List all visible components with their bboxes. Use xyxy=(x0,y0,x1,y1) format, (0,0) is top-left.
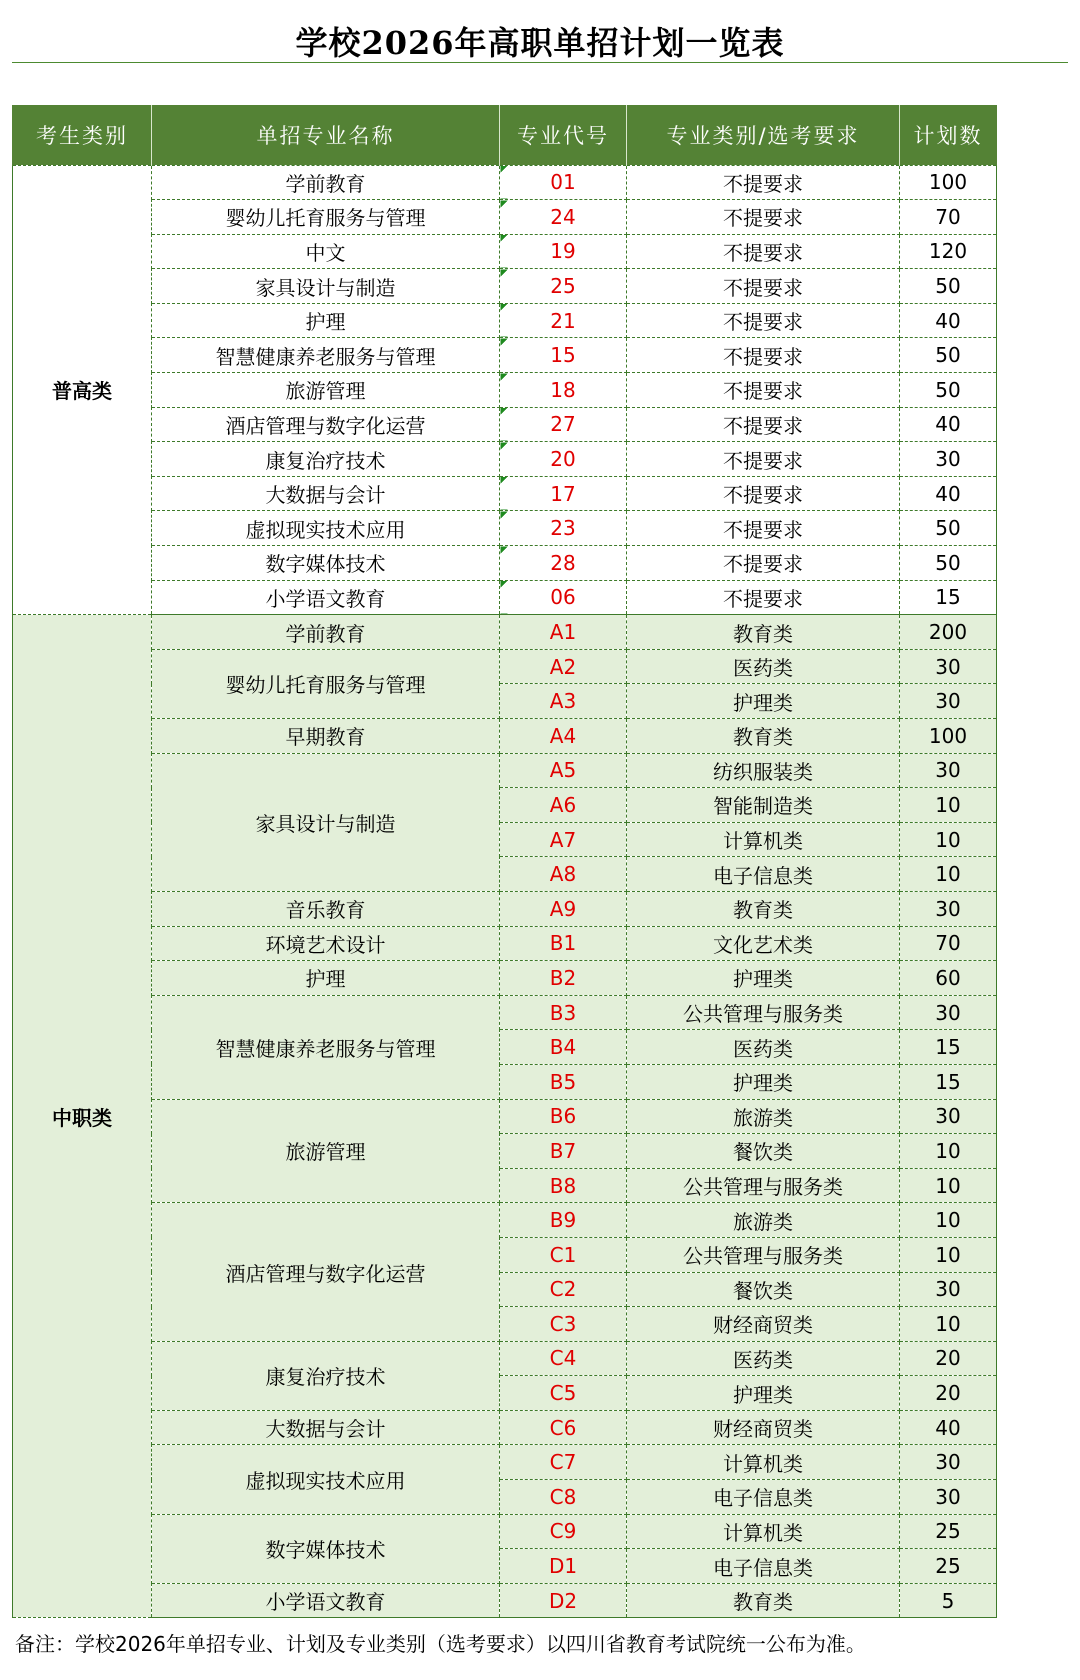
table-row xyxy=(13,165,997,200)
major-code-cell: B9 xyxy=(500,1203,627,1238)
header-plan-count: 计划数 xyxy=(900,105,997,165)
plan-count-cell: 30 xyxy=(900,649,997,684)
plan-count-cell: 10 xyxy=(900,1203,997,1238)
major-code-cell: B1 xyxy=(500,926,627,961)
table-row xyxy=(13,926,997,961)
plan-count-cell: 70 xyxy=(900,926,997,961)
major-code-cell: B7 xyxy=(500,1134,627,1169)
major-name-cell: 家具设计与制造 xyxy=(152,753,500,891)
table-header xyxy=(13,105,997,165)
major-code-cell: A2 xyxy=(500,649,627,684)
plan-count-cell: 5 xyxy=(900,1583,997,1618)
requirement-cell: 旅游类 xyxy=(627,1099,900,1134)
plan-count-cell: 20 xyxy=(900,1341,997,1376)
plan-count-cell: 40 xyxy=(900,1410,997,1445)
title-divider xyxy=(12,62,1068,63)
plan-count-cell: 100 xyxy=(900,719,997,754)
plan-count-cell: 40 xyxy=(900,303,997,338)
major-name-cell: 小学语文教育 xyxy=(152,1583,500,1618)
major-name-cell: 数字媒体技术 xyxy=(152,1514,500,1583)
major-code-cell: 06 xyxy=(500,580,627,615)
section-putong xyxy=(13,165,997,615)
major-code-cell: 15 xyxy=(500,338,627,373)
major-name-cell: 旅游管理 xyxy=(152,373,500,408)
requirement-cell: 计算机类 xyxy=(627,1445,900,1480)
plan-count-cell: 15 xyxy=(900,580,997,615)
major-name-cell: 旅游管理 xyxy=(152,1099,500,1203)
major-code-cell: A8 xyxy=(500,857,627,892)
major-code-cell: 28 xyxy=(500,546,627,581)
requirement-cell: 不提要求 xyxy=(627,269,900,304)
plan-count-cell: 25 xyxy=(900,1514,997,1549)
requirement-cell: 财经商贸类 xyxy=(627,1410,900,1445)
requirement-cell: 不提要求 xyxy=(627,546,900,581)
requirement-cell: 护理类 xyxy=(627,684,900,719)
table-row xyxy=(13,995,997,1030)
major-code-cell: C7 xyxy=(500,1445,627,1480)
major-code-cell: 27 xyxy=(500,407,627,442)
requirement-cell: 不提要求 xyxy=(627,165,900,200)
plan-count-cell: 30 xyxy=(900,1272,997,1307)
major-name-cell: 婴幼儿托育服务与管理 xyxy=(152,649,500,718)
table-row xyxy=(13,373,997,408)
table-row xyxy=(13,511,997,546)
table-row xyxy=(13,1341,997,1376)
footnote: 备注：学校2026年单招专业、计划及专业类别（选考要求）以四川省教育考试院统一公布为准。 xyxy=(15,1632,866,1656)
table-row xyxy=(13,200,997,235)
major-code-cell: C9 xyxy=(500,1514,627,1549)
major-code-cell: C2 xyxy=(500,1272,627,1307)
header-requirement: 专业类别/选考要求 xyxy=(627,105,900,165)
requirement-cell: 医药类 xyxy=(627,1030,900,1065)
major-name-cell: 大数据与会计 xyxy=(152,476,500,511)
major-name-cell: 婴幼儿托育服务与管理 xyxy=(152,200,500,235)
major-name-cell: 康复治疗技术 xyxy=(152,1341,500,1410)
requirement-cell: 电子信息类 xyxy=(627,1549,900,1584)
requirement-cell: 护理类 xyxy=(627,961,900,996)
plan-count-cell: 50 xyxy=(900,269,997,304)
major-name-cell: 中文 xyxy=(152,234,500,269)
table-row xyxy=(13,1410,997,1445)
major-code-cell: A1 xyxy=(500,615,627,650)
major-name-cell: 智慧健康养老服务与管理 xyxy=(152,995,500,1099)
requirement-cell: 不提要求 xyxy=(627,442,900,477)
plan-count-cell: 70 xyxy=(900,200,997,235)
section-zhongzhi xyxy=(13,615,997,1618)
plan-count-cell: 30 xyxy=(900,995,997,1030)
major-name-cell: 小学语文教育 xyxy=(152,580,500,615)
requirement-cell: 教育类 xyxy=(627,1583,900,1618)
major-code-cell: A6 xyxy=(500,788,627,823)
major-code-cell: C8 xyxy=(500,1480,627,1515)
major-code-cell: 19 xyxy=(500,234,627,269)
major-name-cell: 护理 xyxy=(152,961,500,996)
plan-count-cell: 30 xyxy=(900,1445,997,1480)
table-row xyxy=(13,442,997,477)
page-title: 学校2026年高职单招计划一览表 xyxy=(295,24,785,62)
requirement-cell: 公共管理与服务类 xyxy=(627,995,900,1030)
plan-table xyxy=(12,105,997,1618)
plan-count-cell: 30 xyxy=(900,1480,997,1515)
major-code-cell: B2 xyxy=(500,961,627,996)
major-code-cell: A9 xyxy=(500,891,627,926)
plan-count-cell: 30 xyxy=(900,753,997,788)
table-row xyxy=(13,338,997,373)
major-code-cell: B8 xyxy=(500,1168,627,1203)
table-row xyxy=(13,1583,997,1618)
major-name-cell: 学前教育 xyxy=(152,615,500,650)
major-code-cell: 01 xyxy=(500,165,627,200)
table-row xyxy=(13,961,997,996)
major-code-cell: 18 xyxy=(500,373,627,408)
requirement-cell: 计算机类 xyxy=(627,822,900,857)
major-code-cell: B4 xyxy=(500,1030,627,1065)
requirement-cell: 不提要求 xyxy=(627,407,900,442)
requirement-cell: 不提要求 xyxy=(627,373,900,408)
category-cell: 普高类 xyxy=(13,165,152,615)
major-name-cell: 学前教育 xyxy=(152,165,500,200)
major-code-cell: 24 xyxy=(500,200,627,235)
plan-count-cell: 40 xyxy=(900,407,997,442)
major-code-cell: 23 xyxy=(500,511,627,546)
requirement-cell: 文化艺术类 xyxy=(627,926,900,961)
table-row xyxy=(13,269,997,304)
header-major-name: 单招专业名称 xyxy=(152,105,500,165)
requirement-cell: 餐饮类 xyxy=(627,1272,900,1307)
table-row xyxy=(13,649,997,684)
major-name-cell: 家具设计与制造 xyxy=(152,269,500,304)
table-row xyxy=(13,1514,997,1549)
requirement-cell: 不提要求 xyxy=(627,580,900,615)
plan-count-cell: 10 xyxy=(900,1168,997,1203)
major-name-cell: 早期教育 xyxy=(152,719,500,754)
plan-count-cell: 10 xyxy=(900,788,997,823)
header-category: 考生类别 xyxy=(13,105,152,165)
requirement-cell: 智能制造类 xyxy=(627,788,900,823)
requirement-cell: 电子信息类 xyxy=(627,857,900,892)
plan-count-cell: 10 xyxy=(900,857,997,892)
plan-count-cell: 10 xyxy=(900,1237,997,1272)
major-code-cell: C6 xyxy=(500,1410,627,1445)
plan-count-cell: 40 xyxy=(900,476,997,511)
major-name-cell: 智慧健康养老服务与管理 xyxy=(152,338,500,373)
plan-count-cell: 50 xyxy=(900,546,997,581)
table-row xyxy=(13,1445,997,1480)
table-row xyxy=(13,546,997,581)
major-name-cell: 音乐教育 xyxy=(152,891,500,926)
major-code-cell: 17 xyxy=(500,476,627,511)
plan-count-cell: 30 xyxy=(900,891,997,926)
major-code-cell: C4 xyxy=(500,1341,627,1376)
major-name-cell: 数字媒体技术 xyxy=(152,546,500,581)
plan-count-cell: 50 xyxy=(900,511,997,546)
requirement-cell: 不提要求 xyxy=(627,476,900,511)
table-row xyxy=(13,1203,997,1238)
plan-count-cell: 15 xyxy=(900,1064,997,1099)
requirement-cell: 旅游类 xyxy=(627,1203,900,1238)
plan-count-cell: 30 xyxy=(900,1099,997,1134)
major-code-cell: D1 xyxy=(500,1549,627,1584)
major-name-cell: 康复治疗技术 xyxy=(152,442,500,477)
plan-count-cell: 15 xyxy=(900,1030,997,1065)
plan-count-cell: 30 xyxy=(900,442,997,477)
table-row xyxy=(13,1099,997,1134)
major-name-cell: 酒店管理与数字化运营 xyxy=(152,407,500,442)
table-row xyxy=(13,407,997,442)
major-code-cell: 20 xyxy=(500,442,627,477)
table-row xyxy=(13,234,997,269)
requirement-cell: 不提要求 xyxy=(627,338,900,373)
plan-count-cell: 10 xyxy=(900,1307,997,1342)
major-code-cell: C3 xyxy=(500,1307,627,1342)
plan-count-cell: 10 xyxy=(900,1134,997,1169)
table-row xyxy=(13,580,997,615)
major-code-cell: 21 xyxy=(500,303,627,338)
header-major-code: 专业代号 xyxy=(500,105,627,165)
requirement-cell: 电子信息类 xyxy=(627,1480,900,1515)
table-row xyxy=(13,476,997,511)
requirement-cell: 护理类 xyxy=(627,1376,900,1411)
table-row xyxy=(13,753,997,788)
major-code-cell: B3 xyxy=(500,995,627,1030)
major-code-cell: B6 xyxy=(500,1099,627,1134)
requirement-cell: 财经商贸类 xyxy=(627,1307,900,1342)
requirement-cell: 教育类 xyxy=(627,891,900,926)
major-code-cell: A5 xyxy=(500,753,627,788)
requirement-cell: 餐饮类 xyxy=(627,1134,900,1169)
plan-count-cell: 10 xyxy=(900,822,997,857)
major-code-cell: B5 xyxy=(500,1064,627,1099)
requirement-cell: 不提要求 xyxy=(627,234,900,269)
table-row xyxy=(13,891,997,926)
requirement-cell: 不提要求 xyxy=(627,200,900,235)
table-row xyxy=(13,303,997,338)
header-row xyxy=(13,105,997,165)
plan-count-cell: 120 xyxy=(900,234,997,269)
table-row xyxy=(13,719,997,754)
major-name-cell: 酒店管理与数字化运营 xyxy=(152,1203,500,1341)
major-name-cell: 环境艺术设计 xyxy=(152,926,500,961)
major-code-cell: 25 xyxy=(500,269,627,304)
category-cell: 中职类 xyxy=(13,615,152,1618)
requirement-cell: 计算机类 xyxy=(627,1514,900,1549)
plan-count-cell: 100 xyxy=(900,165,997,200)
major-name-cell: 大数据与会计 xyxy=(152,1410,500,1445)
plan-count-cell: 30 xyxy=(900,684,997,719)
requirement-cell: 医药类 xyxy=(627,649,900,684)
plan-count-cell: 25 xyxy=(900,1549,997,1584)
plan-count-cell: 200 xyxy=(900,615,997,650)
major-code-cell: C1 xyxy=(500,1237,627,1272)
plan-count-cell: 60 xyxy=(900,961,997,996)
requirement-cell: 护理类 xyxy=(627,1064,900,1099)
plan-count-cell: 50 xyxy=(900,373,997,408)
major-code-cell: A4 xyxy=(500,719,627,754)
requirement-cell: 教育类 xyxy=(627,719,900,754)
requirement-cell: 医药类 xyxy=(627,1341,900,1376)
plan-count-cell: 50 xyxy=(900,338,997,373)
requirement-cell: 公共管理与服务类 xyxy=(627,1168,900,1203)
requirement-cell: 纺织服装类 xyxy=(627,753,900,788)
major-code-cell: C5 xyxy=(500,1376,627,1411)
requirement-cell: 教育类 xyxy=(627,615,900,650)
major-code-cell: A3 xyxy=(500,684,627,719)
plan-count-cell: 20 xyxy=(900,1376,997,1411)
requirement-cell: 不提要求 xyxy=(627,511,900,546)
major-name-cell: 护理 xyxy=(152,303,500,338)
major-code-cell: D2 xyxy=(500,1583,627,1618)
requirement-cell: 不提要求 xyxy=(627,303,900,338)
major-code-cell: A7 xyxy=(500,822,627,857)
requirement-cell: 公共管理与服务类 xyxy=(627,1237,900,1272)
major-name-cell: 虚拟现实技术应用 xyxy=(152,511,500,546)
table-row xyxy=(13,615,997,650)
major-name-cell: 虚拟现实技术应用 xyxy=(152,1445,500,1514)
